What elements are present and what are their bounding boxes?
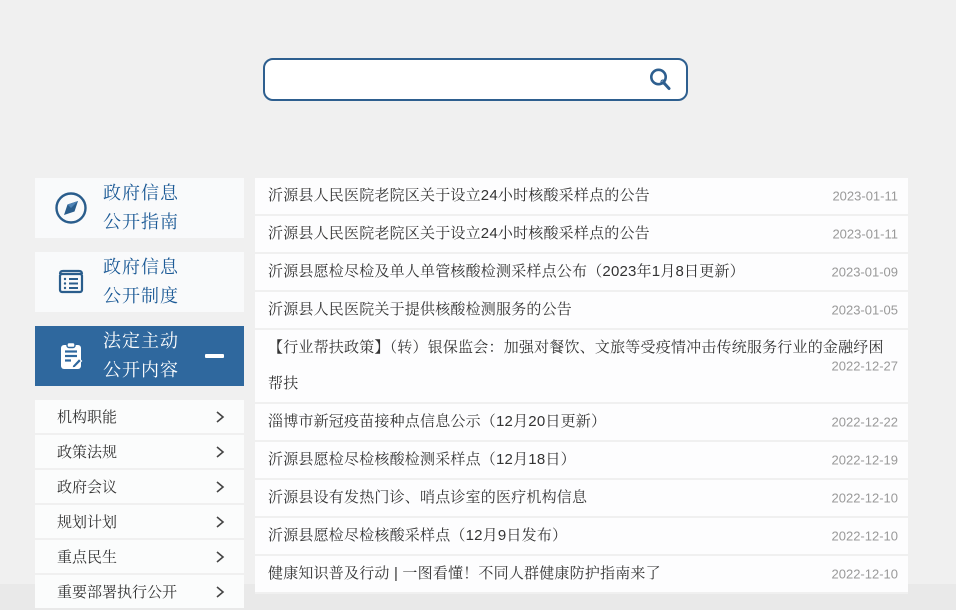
- clipboard-pencil-icon: [51, 336, 91, 376]
- submenu-item[interactable]: [35, 470, 244, 503]
- booklet-icon: [51, 262, 91, 302]
- news-title[interactable]: 沂源县愿检尽检及单人单管核酸检测采样点公布（2023年1月8日更新）: [268, 263, 745, 280]
- news-date: 2023-01-09: [831, 264, 898, 280]
- news-title[interactable]: 沂源县人民医院关于提供核酸检测服务的公告: [268, 301, 573, 318]
- sidebar-item-label: 政府信息 公开制度: [103, 257, 179, 306]
- submenu-item-label: 机构职能: [57, 409, 118, 426]
- search-button[interactable]: [634, 60, 686, 99]
- submenu-item-label: 规划计划: [57, 514, 118, 531]
- news-date: 2022-12-22: [831, 414, 898, 430]
- submenu-item[interactable]: [35, 540, 244, 573]
- sidebar-item-legal-disclosure[interactable]: [35, 326, 244, 386]
- news-title[interactable]: 【行业帮扶政策】（转）银保监会：加强对餐饮、文旅等受疫情冲击传统服务行业的金融纾困帮扶: [268, 339, 884, 392]
- news-row[interactable]: [255, 442, 908, 480]
- news-title[interactable]: 沂源县设有发热门诊、哨点诊室的医疗机构信息: [268, 489, 588, 506]
- chevron-right-icon: [214, 550, 226, 564]
- chevron-right-icon: [214, 410, 226, 424]
- news-row[interactable]: [255, 216, 908, 254]
- news-date: 2022-12-27: [831, 358, 898, 374]
- news-row[interactable]: [255, 556, 908, 594]
- submenu-item[interactable]: [35, 400, 244, 433]
- chevron-right-icon: [214, 480, 226, 494]
- news-date: 2023-01-11: [832, 226, 898, 242]
- news-title[interactable]: 健康知识普及行动 | 一图看懂！不同人群健康防护指南来了: [268, 565, 661, 582]
- news-title[interactable]: 沂源县人民医院老院区关于设立24小时核酸采样点的公告: [268, 225, 650, 242]
- news-date: 2023-01-05: [831, 302, 898, 318]
- news-title[interactable]: 沂源县愿检尽检核酸检测采样点（12月18日）: [268, 451, 576, 468]
- submenu-item[interactable]: [35, 505, 244, 538]
- news-date: 2022-12-10: [831, 490, 898, 506]
- search-icon: [646, 66, 674, 94]
- sidebar-item-label: 法定主动 公开内容: [103, 331, 179, 380]
- sidebar-submenu: [35, 400, 244, 608]
- collapse-minus-icon[interactable]: [205, 354, 224, 358]
- news-row[interactable]: [255, 178, 908, 216]
- sidebar-item-gov-info-system[interactable]: [35, 252, 244, 312]
- search-input[interactable]: [265, 60, 634, 99]
- sidebar-item-gov-info-guide[interactable]: [35, 178, 244, 238]
- news-row[interactable]: [255, 254, 908, 292]
- news-date: 2022-12-10: [831, 566, 898, 582]
- news-row[interactable]: [255, 480, 908, 518]
- submenu-item[interactable]: [35, 435, 244, 468]
- submenu-item[interactable]: [35, 575, 244, 608]
- news-row[interactable]: [255, 330, 908, 404]
- chevron-right-icon: [214, 445, 226, 459]
- sidebar-item-label: 政府信息 公开指南: [103, 183, 179, 232]
- news-row[interactable]: [255, 518, 908, 556]
- news-date: 2023-01-11: [832, 188, 898, 204]
- submenu-item-label: 政府会议: [57, 479, 118, 496]
- search-bar: [263, 58, 688, 101]
- chevron-right-icon: [214, 585, 226, 599]
- chevron-right-icon: [214, 515, 226, 529]
- news-title[interactable]: 淄博市新冠疫苗接种点信息公示（12月20日更新）: [268, 413, 607, 430]
- news-row[interactable]: [255, 404, 908, 442]
- news-title[interactable]: 沂源县愿检尽检核酸采样点（12月9日发布）: [268, 527, 568, 544]
- news-list: [255, 178, 908, 594]
- submenu-item-label: 重点民生: [57, 549, 118, 566]
- news-date: 2022-12-10: [831, 528, 898, 544]
- submenu-item-label: 政策法规: [57, 444, 118, 461]
- news-title[interactable]: 沂源县人民医院老院区关于设立24小时核酸采样点的公告: [268, 187, 650, 204]
- news-row[interactable]: [255, 292, 908, 330]
- compass-icon: [51, 188, 91, 228]
- sidebar: [35, 178, 244, 610]
- submenu-item-label: 重要部署执行公开: [57, 584, 178, 601]
- news-date: 2022-12-19: [831, 452, 898, 468]
